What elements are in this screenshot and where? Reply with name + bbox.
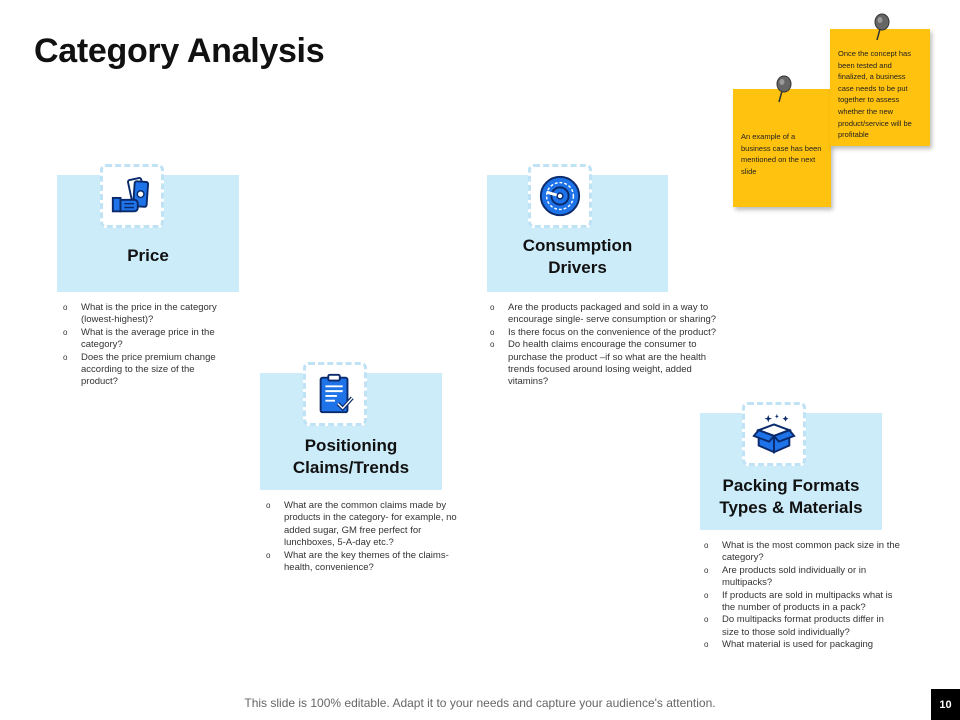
price-icon-box <box>100 164 164 228</box>
list-item: o If products are sold in multipacks what is the number of products in a pack? <box>702 590 902 615</box>
list-item: o Are the products packaged and sold in a way to encourage single- serve consumption or sharing? <box>488 302 728 327</box>
list-item: o What are the common claims made by products in the category- for example, no added sugar, GM free perfect for lunchboxes, 5-A-day etc.? <box>264 500 464 550</box>
page-number: 10 <box>931 689 960 720</box>
money-hand-icon <box>109 173 155 219</box>
positioning-icon-box <box>303 362 367 426</box>
consumption-icon-box <box>528 164 592 228</box>
list-item: o Do health claims encourage the consumer to purchase the product –if so what are the health trends focused around losing weight, added vitamins? <box>488 339 728 389</box>
sticky-note-concept <box>830 29 930 146</box>
gauge-icon <box>537 173 583 219</box>
consumption-bullets <box>488 302 728 389</box>
list-item: o Is there focus on the convenience of the product? <box>488 327 728 339</box>
consumption-label: Consumption Drivers <box>522 235 633 277</box>
sticky-note-example-text: An example of a business case has been mentioned on the next slide <box>741 132 822 176</box>
positioning-bullets <box>264 500 464 574</box>
list-item: o What is the price in the category (lowest-highest)? <box>61 302 231 327</box>
price-label: Price <box>127 246 169 265</box>
list-item: o Do multipacks format products differ in size to those sold individually? <box>702 614 902 639</box>
open-box-icon <box>751 411 797 457</box>
price-bullets <box>61 302 231 389</box>
list-item: o Are products sold individually or in multipacks? <box>702 565 902 590</box>
clipboard-check-icon <box>312 371 358 417</box>
footer-text: This slide is 100% editable. Adapt it to your needs and capture your audience's attention. <box>244 696 716 710</box>
sticky-note-concept-text: Once the concept has been tested and finalized, a business case needs to be put together to assess whether the new product/service will be profitable <box>838 49 912 140</box>
list-item: o What are the key themes of the claims- health, convenience? <box>264 550 464 575</box>
packing-label: Packing Formats Types & Materials <box>719 476 863 517</box>
sticky-note-example <box>733 89 831 207</box>
list-item: o What material is used for packaging <box>702 639 902 651</box>
pushpin-icon <box>870 12 892 42</box>
packing-bullets <box>702 540 902 652</box>
pushpin-icon <box>772 74 794 104</box>
slide-title: Category Analysis <box>34 32 325 70</box>
list-item: o What is the average price in the category? <box>61 327 231 352</box>
list-item: o Does the price premium change according to the size of the product? <box>61 352 231 389</box>
list-item: o What is the most common pack size in the category? <box>702 540 902 565</box>
positioning-label: Positioning Claims/Trends <box>292 436 410 477</box>
packing-icon-box <box>742 402 806 466</box>
